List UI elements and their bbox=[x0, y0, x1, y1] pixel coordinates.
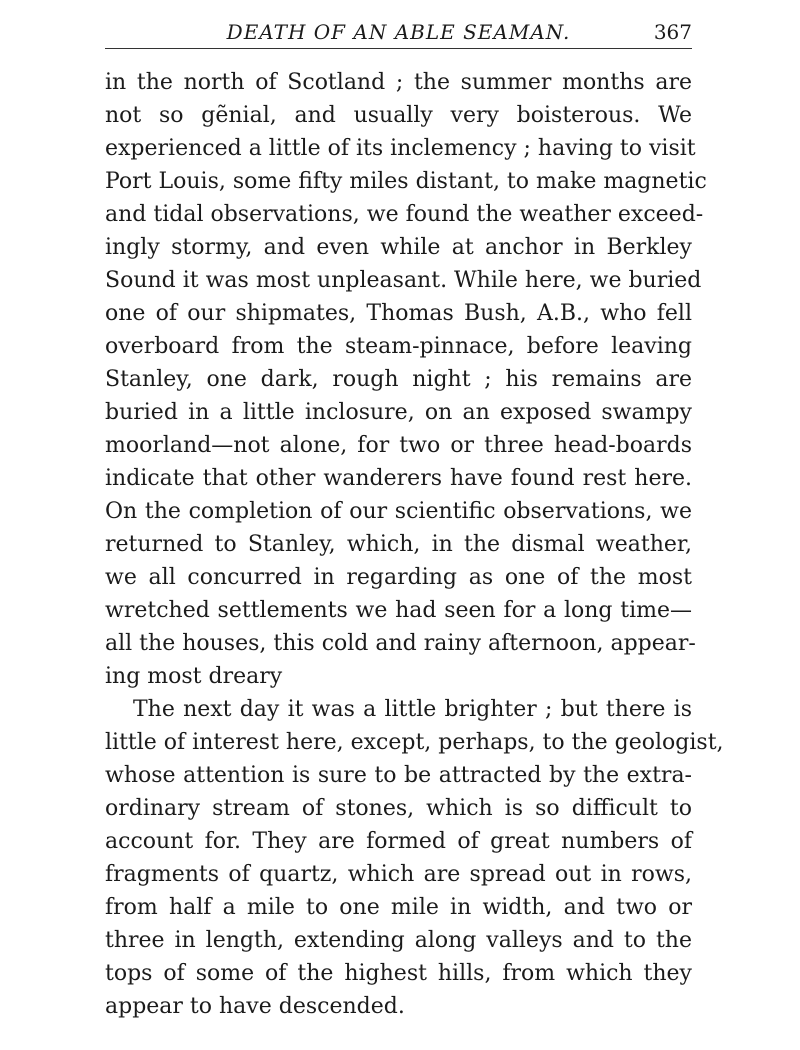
body-text bbox=[105, 66, 724, 1023]
text-line: ingly stormy, and even while at anchor in Berkley bbox=[105, 235, 692, 260]
paragraph-2 bbox=[105, 693, 724, 1023]
text-line: The next day it was a little brighter ; but there is bbox=[133, 697, 692, 722]
text-line: fragments of quartz, which are spread out in rows, bbox=[105, 862, 692, 887]
text-line: little of interest here, except, perhaps, to the geologist, bbox=[105, 730, 724, 755]
text-line: whose attention is sure to be attracted by the extra- bbox=[105, 763, 692, 788]
text-line: Sound it was most unpleasant. While here, we buried bbox=[105, 268, 702, 293]
text-line: ing most dreary bbox=[105, 664, 283, 689]
text-line: moorland—not alone, for two or three head-boards bbox=[105, 433, 692, 458]
text-line: we all concurred in regarding as one of the most bbox=[105, 565, 692, 590]
paragraph-1 bbox=[105, 66, 707, 693]
text-line: three in length, extending along valleys and to the bbox=[105, 928, 692, 953]
text-line: not so gẽnial, and usually very boisterous. We bbox=[105, 103, 692, 128]
text-line: account for. They are formed of great numbers of bbox=[105, 829, 692, 854]
running-title: DEATH OF AN ABLE SEAMAN. bbox=[226, 20, 571, 44]
text-line: and tidal observations, we found the weather exceed- bbox=[105, 202, 704, 227]
text-line: appear to have descended. bbox=[105, 994, 405, 1019]
text-line: wretched settlements we had seen for a long time— bbox=[105, 598, 692, 623]
text-line: in the north of Scotland ; the summer months are bbox=[105, 70, 692, 95]
text-line: buried in a little inclosure, on an exposed swampy bbox=[105, 400, 692, 425]
text-line: one of our shipmates, Thomas Bush, A.B., who fell bbox=[105, 301, 692, 326]
text-line: Stanley, one dark, rough night ; his remains are bbox=[105, 367, 692, 392]
text-line: experienced a little of its inclemency ; having to visit bbox=[105, 136, 696, 161]
text-line: all the houses, this cold and rainy afternoon, appear- bbox=[105, 631, 696, 656]
text-line: ordinary stream of stones, which is so difficult to bbox=[105, 796, 692, 821]
text-line: indicate that other wanderers have found rest here. bbox=[105, 466, 692, 491]
page-number: 367 bbox=[653, 20, 692, 44]
text-line: returned to Stanley, which, in the dismal weather, bbox=[105, 532, 692, 557]
text-line: Port Louis, some fifty miles distant, to make magnetic bbox=[105, 169, 707, 194]
text-line: On the completion of our scientific observations, we bbox=[105, 499, 692, 524]
page-header bbox=[105, 18, 692, 49]
text-line: from half a mile to one mile in width, and two or bbox=[105, 895, 692, 920]
text-line: tops of some of the highest hills, from which they bbox=[105, 961, 692, 986]
text-line: overboard from the steam-pinnace, before leaving bbox=[105, 334, 692, 359]
